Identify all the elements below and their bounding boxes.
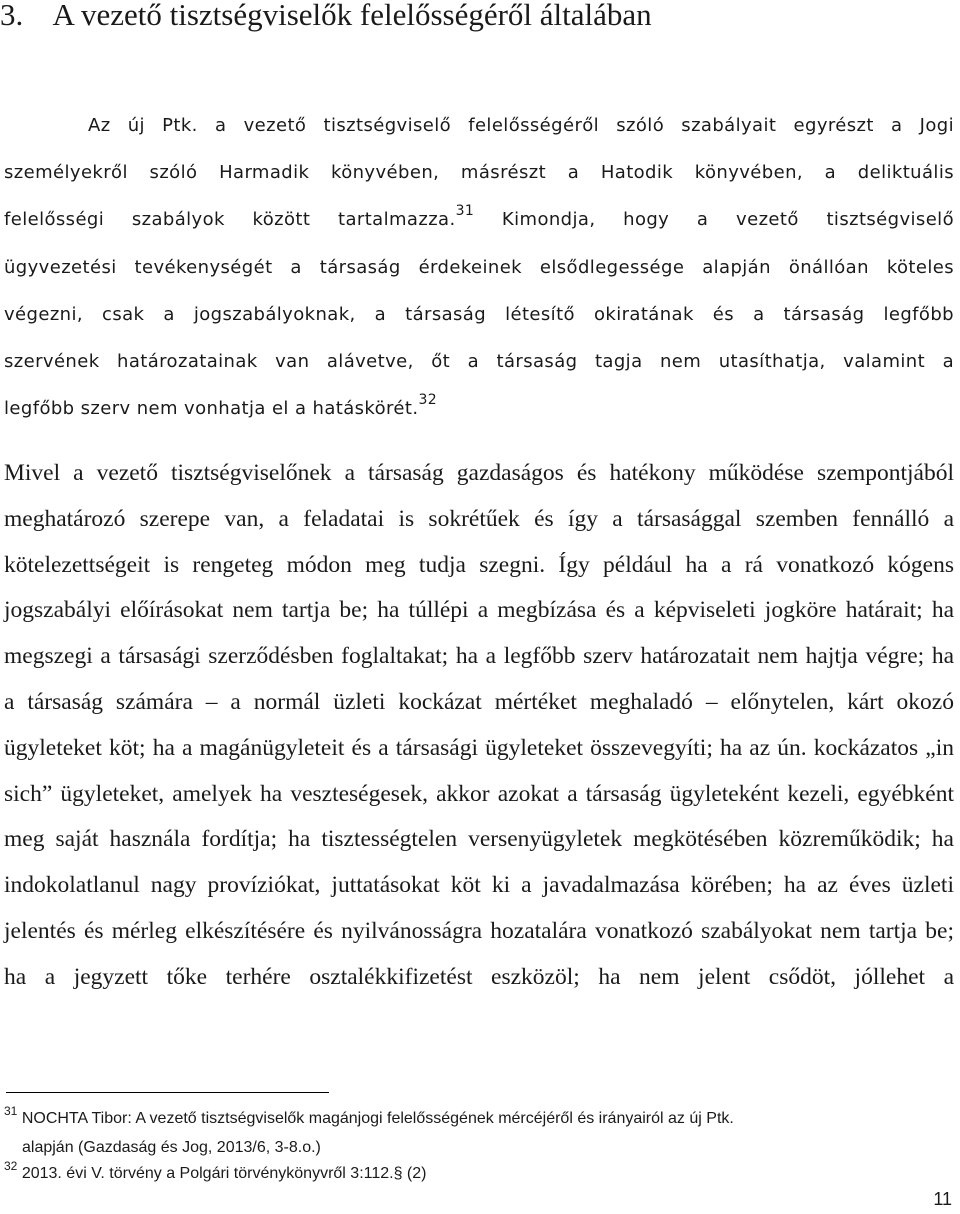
- section-heading: 3. A vezető tisztségviselők felelősségéről általában: [0, 0, 652, 32]
- paragraph-line: meg saját használa fordítja; ha tisztességtelen versenyügyletek megkötésében közreműködik; ha: [4, 826, 954, 852]
- footnote-ref: 31: [455, 203, 475, 219]
- paragraph-line: jogszabályi előírásokat nem tartja be; ha túllépi a megbízása és a képviseleti jogköre határait; ha: [4, 597, 954, 623]
- paragraph-line: kötelezettségeit is rengeteg módon meg tudja szegni. Így például ha a rá vonatkozó kógens: [4, 552, 954, 578]
- paragraph-line: végezni, csak a jogszabályoknak, a társaság létesítő okiratának és a társaság legfőbb: [4, 304, 954, 325]
- paragraph-line: szervének határozatainak van alávetve, őt a társaság tagja nem utasíthatja, valamint a: [4, 351, 954, 372]
- paragraph-line: indokolatlanul nagy províziókat, juttatásokat köt ki a javadalmazása körében; ha az éves üzleti: [4, 872, 954, 898]
- paragraph-line: sich” ügyleteket, amelyek ha veszteségesek, akkor azokat a társaság ügyleteként kezeli, egyébként: [4, 781, 954, 807]
- footnote-31-text: NOCHTA Tibor: A vezető tisztségviselők magánjogi felelősségének mércéjéről és irányairól az új Ptk.: [21, 1110, 734, 1127]
- paragraph-line: ügyleteket köt; ha a magánügyleteit és a társasági ügyleteket összevegyíti; ha az ún. kockázatos „in: [4, 735, 954, 761]
- paragraph-line: ha a jegyzett tőke terhére osztalékkifizetést eszközöl; ha nem jelent csődöt, jóllehet a: [4, 964, 954, 990]
- paragraph-line: megszegi a társasági szerződésben foglaltakat; ha a legfőbb szerv határozatait nem hajtja végre; ha: [4, 643, 954, 669]
- footnote-31: [4, 1103, 734, 1130]
- footnote-separator: [6, 1092, 329, 1093]
- footnote-32-text: 2013. évi V. törvény a Polgári törvénykönyvről 3:112.§ (2): [21, 1165, 427, 1182]
- paragraph-line: legfőbb szerv nem vonhatja el a hatáskörét.$^{32}$: [4, 392, 438, 419]
- paragraph-line: Mivel a vezető tisztségviselőnek a társaság gazdaságos és hatékony működése szempontjából: [4, 460, 954, 486]
- page-number: 11: [933, 1189, 952, 1209]
- footnote-31-number: 31: [4, 1103, 18, 1118]
- paragraph-line: a társaság számára – a normál üzleti kockázat mértéket meghaladó – előnytelen, kárt okozó: [4, 689, 954, 715]
- paragraph-line: felelősségi szabályok között tartalmazza.$^{31}$ Kimondja, hogy a vezető tisztségviselő: [4, 203, 954, 230]
- paragraph-line: meghatározó szerepe van, a feladatai is sokrétűek és így a társasággal szemben fennálló a: [4, 506, 954, 532]
- footnote-31-continuation: alapján (Gazdaság és Jog, 2013/6, 3-8.o.): [22, 1139, 321, 1156]
- footnote-32: [4, 1158, 427, 1185]
- paragraph-line: ügyvezetési tevékenységét a társaság érdekeinek elsődlegessége alapján önállóan köteles: [4, 257, 954, 278]
- paragraph-line: Az új Ptk. a vezető tisztségviselő felelősségéről szóló szabályait egyrészt a Jogi: [88, 115, 954, 136]
- paragraph-line: személyekről szóló Harmadik könyvében, másrészt a Hatodik könyvében, a deliktuális: [4, 162, 954, 183]
- footnote-32-number: 32: [4, 1158, 18, 1173]
- paragraph-line: jelentés és mérleg elkészítésére és nyilvánosságra hozatalára vonatkozó szabályokat nem tartja be;: [4, 918, 954, 944]
- footnote-ref: 32: [418, 392, 438, 408]
